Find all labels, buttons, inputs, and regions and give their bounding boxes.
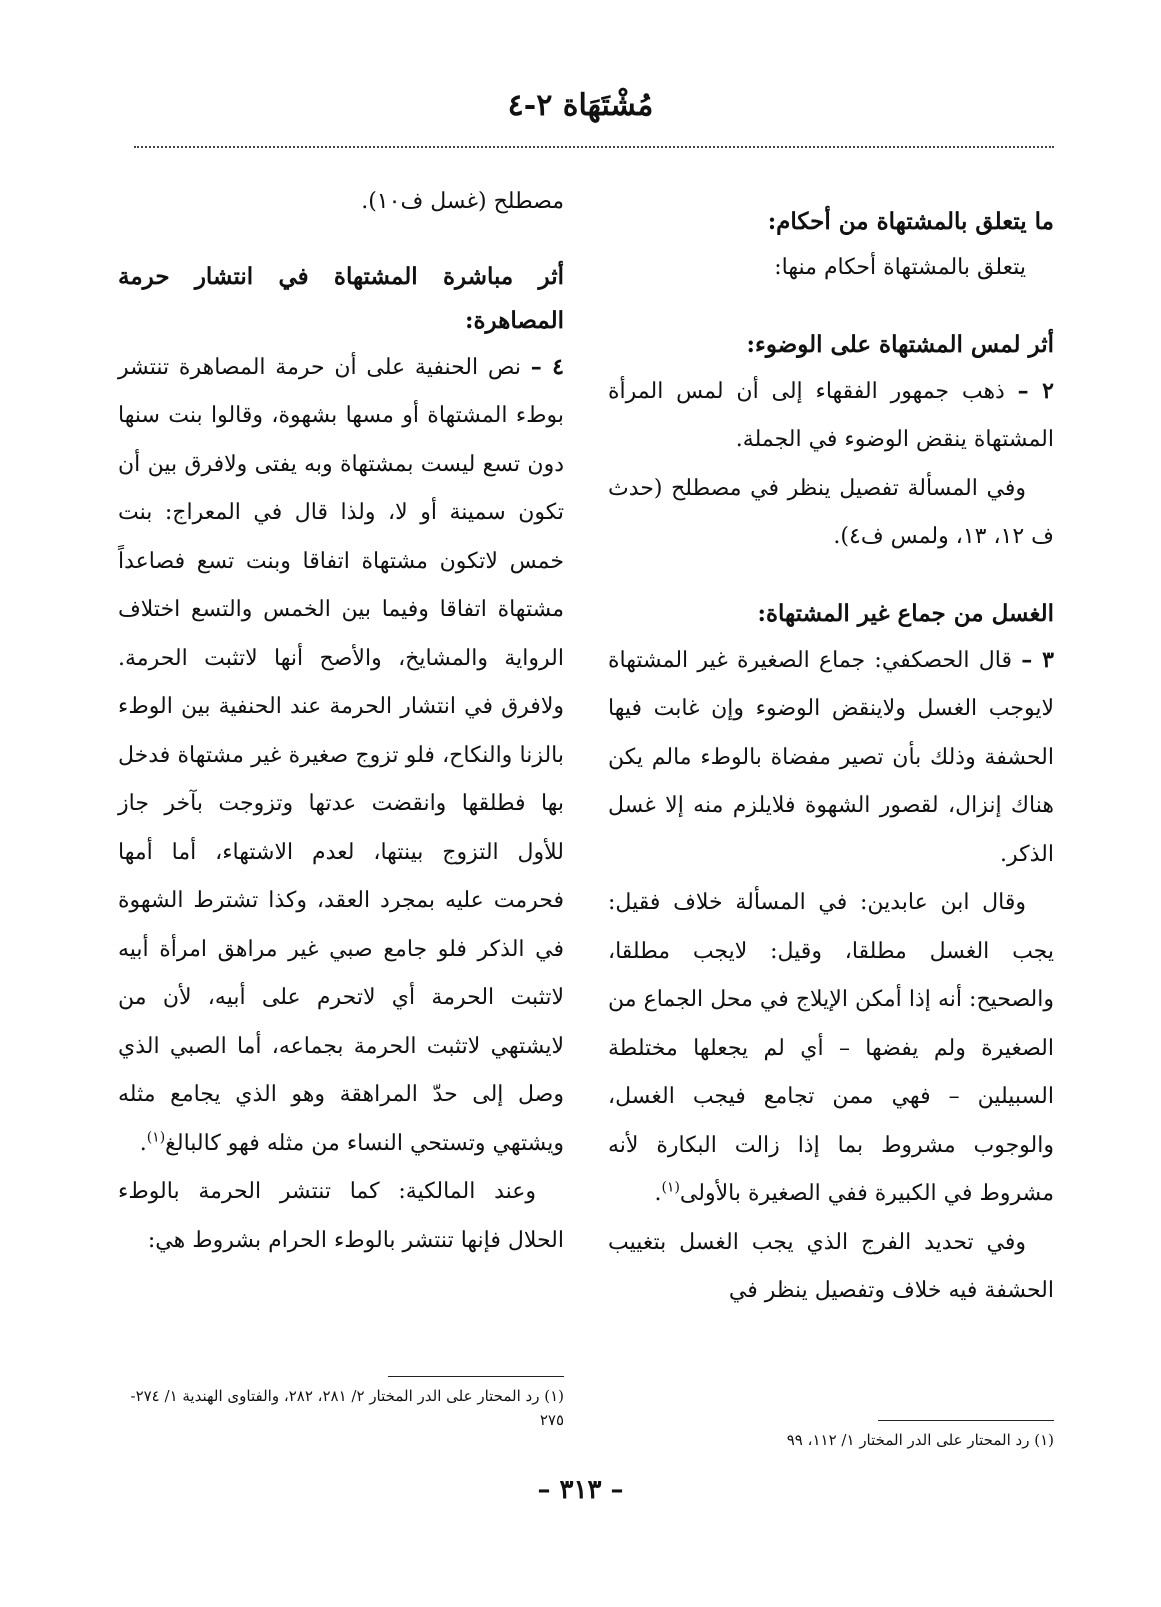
paragraph-number: ٣ – (1021, 646, 1054, 673)
section-heading-ghusl: الغسل من جماع غير المشتهاة: (757, 599, 1054, 627)
paragraph-3 (608, 636, 1054, 880)
paragraph-continuation: مصطلح (غسل ف١٠). (361, 189, 564, 214)
paragraph-detail: وفي المسألة تفصيل ينظر في مصطلح (حدث ف ١٢، ١٣، ولمس ف٤). (608, 475, 1054, 549)
paragraph-malikiyya: وعند المالكية: كما تنتشر الحرمة بالوطء الحلال فإنها تنتشر بالوطء الحرام بشروط هي: (118, 1179, 564, 1253)
paragraph-text: ذهب جمهور الفقهاء إلى أن لمس المرأة المشتهاة ينقض الوضوء في الجملة. (608, 378, 1054, 452)
footnote-right: (١) رد المحتار على الدر المختار ١/ ١١٢، ٩٩ (786, 1431, 1054, 1449)
section-heading-touch: أثر لمس المشتهاة على الوضوء: (746, 330, 1054, 358)
right-column (608, 178, 1054, 1316)
footnote-left: (١) رد المحتار على الدر المختار ٢/ ٢٨١، ٢٨٢، والفتاوى الهندية ١/ ٢٧٤- ٢٧٥ (130, 1387, 564, 1429)
footnote-reference: (١) (146, 1129, 166, 1146)
running-header: مُشْتَهَاة ٢-٤ (507, 88, 654, 123)
paragraph-2 (608, 367, 1054, 465)
footnote-rule-right (878, 1420, 1054, 1421)
left-column (118, 178, 564, 1265)
paragraph-text: وقال ابن عابدين: في المسألة خلاف فقيل: يجب الغسل مطلقا، وقيل: لايجب مطلقا، والصحيح: أنه إذا أمكن الإيلاج في محل الجماع من الصغيرة ولم يفضها – أي لم يجعلها مختلطة السبيلين – فهي ممن تجامع فيجب الغسل، والوجوب مشروط بما إذا زالت البكارة لأنه مشروط في الكبيرة ففي الصغيرة بالأولى (608, 890, 1054, 1206)
paragraph-number: ٢ – (1017, 377, 1054, 404)
header-divider (134, 146, 1054, 148)
page-number: – ٣١٣ – (537, 1475, 624, 1505)
paragraph-text: نص الحنفية على أن حرمة المصاهرة تنتشر بوطء المشتهاة أو مسها بشهوة، وقالوا بنت سنها دون تسع ليست بمشتهاة وبه يفتى ولافرق بين أن تكون سمينة أو لا، ولذا قال في المعراج: بنت خمس لاتكون مشتهاة اتفاقا وبنت تسع فصاعداً مشتهاة اتفاقا وفيما بين الخمس والتسع اختلاف الرواية والمشايخ، والأصح أنها لاتثبت الحرمة. ولافرق في انتشار الحرمة عند الحنفية بين الوطء بالزنا والنكاح، فلو تزوج صغيرة غير مشتهاة فدخل بها فطلقها وانقضت عدتها وتزوجت بآخر جاز للأول التزوج بينتها، لعدم الاشتهاء، أما أمها فحرمت عليه بمجرد العقد، وكذا تشترط الشهوة في الذكر فلو جامع صبي غير مراهق امرأة أبيه لاتثبت الحرمة أي لاتحرم على أبيه، لأن من لايشتهي لاتثبت الحرمة بجماعه، أما الصبي الذي وصل إلى حدّ المراهقة وهو الذي يجامع مثله ويشتهي وتستحي النساء من مثله فهو كالبالغ (118, 354, 564, 1156)
footnote-reference: (١) (661, 1179, 680, 1196)
paragraph-text: قال الحصكفي: جماع الصغيرة غير المشتهاة لايوجب الغسل ولاينقض الوضوء وإن غابت فيها الحشفة وذلك بأن تصير مفضاة بالوطء مالم يكن هناك إنزال، لقصور الشهوة فلايلزم منه إلا غسل الذكر. (608, 647, 1054, 867)
section-heading-rulings: ما يتعلق بالمشتهاة من أحكام: (767, 208, 1054, 235)
section-heading-affinity: أثر مباشرة المشتهاة في انتشار حرمة المصاهرة: (118, 262, 564, 334)
paragraph-continued: وفي تحديد الفرج الذي يجب الغسل بتغييب الحشفة فيه خلاف وتفصيل ينظر في (608, 1229, 1054, 1303)
footnote-rule-left (388, 1376, 564, 1377)
paragraph-number: ٤ – (530, 353, 564, 380)
paragraph-4: ٤ – نص الحنفية على أن حرمة المصاهرة تنتشر بوطء المشتهاة أو مسها بشهوة، وقالوا بنت سنها دون تسع ليست بمشتهاة وبه يفتى ولافرق بين أن تكون سمينة أو لا، ولذا قال في المعراج: بنت خمس لاتكون مشتهاة اتفاقا وبنت تسع فصاعداً مشتهاة اتفاقا وفيما بين الخمس والتسع اختلاف الرواية والمشايخ، والأصح أنها لاتثبت الحرمة. ولافرق في انتشار الحرمة عند الحنفية بين الوطء بالزنا والنكاح، فلو تزوج صغيرة غير مشتهاة فدخل بها فطلقها وانقضت عدتها وتزوجت بآخر جاز للأول التزوج بينتها، لعدم الاشتهاء، أما أمها فحرمت عليه بمجرد العقد، وكذا تشترط الشهوة في الذكر فلو جامع صبي غير مراهق امرأة أبيه لاتثبت الحرمة أي لاتحرم على أبيه، لأن من لايشتهي لاتثبت الحرمة بجماعه، أما الصبي الذي وصل إلى حدّ المراهقة وهو الذي يجامع مثله ويشتهي وتستحي النساء من مثله فهو كالبالغ$^{(١)}$. (118, 353, 564, 1156)
paragraph-ibn-abidin: وقال ابن عابدين: في المسألة خلاف فقيل: يجب الغسل مطلقا، وقيل: لايجب مطلقا، والصحيح: أنه إذا أمكن الإيلاج في محل الجماع من الصغيرة ولم يفضها – أي لم يجعلها مختلطة السبيلين – فهي ممن تجامع فيجب الغسل، والوجوب مشروط بما إذا زالت البكارة لأنه مشروط في الكبيرة ففي الصغيرة بالأولى$^{(١)}$. (608, 890, 1054, 1206)
paragraph-intro: يتعلق بالمشتهاة أحكام منها: (774, 255, 1026, 280)
